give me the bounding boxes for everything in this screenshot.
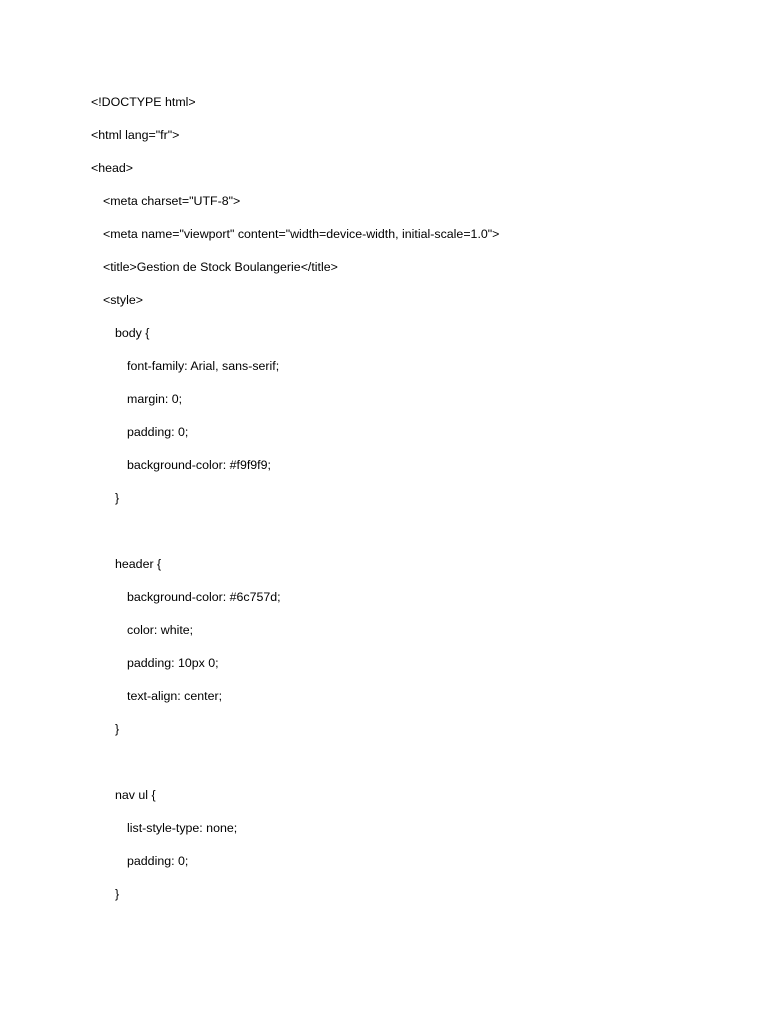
code-line: margin: 0;	[127, 392, 183, 406]
code-line	[91, 752, 731, 785]
code-line: color: white;	[127, 623, 194, 637]
code-line: <style>	[103, 293, 143, 307]
code-line: }	[115, 491, 120, 505]
code-line: header {	[115, 557, 162, 571]
code-listing	[91, 92, 731, 917]
code-line: <meta charset="UTF-8">	[103, 194, 241, 208]
code-line: padding: 10px 0;	[127, 656, 219, 670]
code-line: padding: 0;	[127, 854, 189, 868]
code-line: background-color: #f9f9f9;	[127, 458, 271, 472]
code-line: list-style-type: none;	[127, 821, 238, 835]
code-line: nav ul {	[115, 788, 156, 802]
code-line: body {	[115, 326, 150, 340]
code-line	[91, 521, 731, 554]
code-line: <head>	[91, 161, 134, 175]
code-line: }	[115, 722, 120, 736]
code-line: <html lang="fr">	[91, 128, 180, 142]
code-line: <!DOCTYPE html>	[91, 95, 196, 109]
code-line: <meta name="viewport" content="width=device-width, initial-scale=1.0">	[103, 227, 500, 241]
code-line: padding: 0;	[127, 425, 189, 439]
code-line: font-family: Arial, sans-serif;	[127, 359, 280, 373]
code-line: text-align: center;	[127, 689, 223, 703]
code-line: <title>Gestion de Stock Boulangerie</title>	[103, 260, 338, 274]
code-line: background-color: #6c757d;	[127, 590, 281, 604]
code-line: }	[115, 887, 120, 901]
